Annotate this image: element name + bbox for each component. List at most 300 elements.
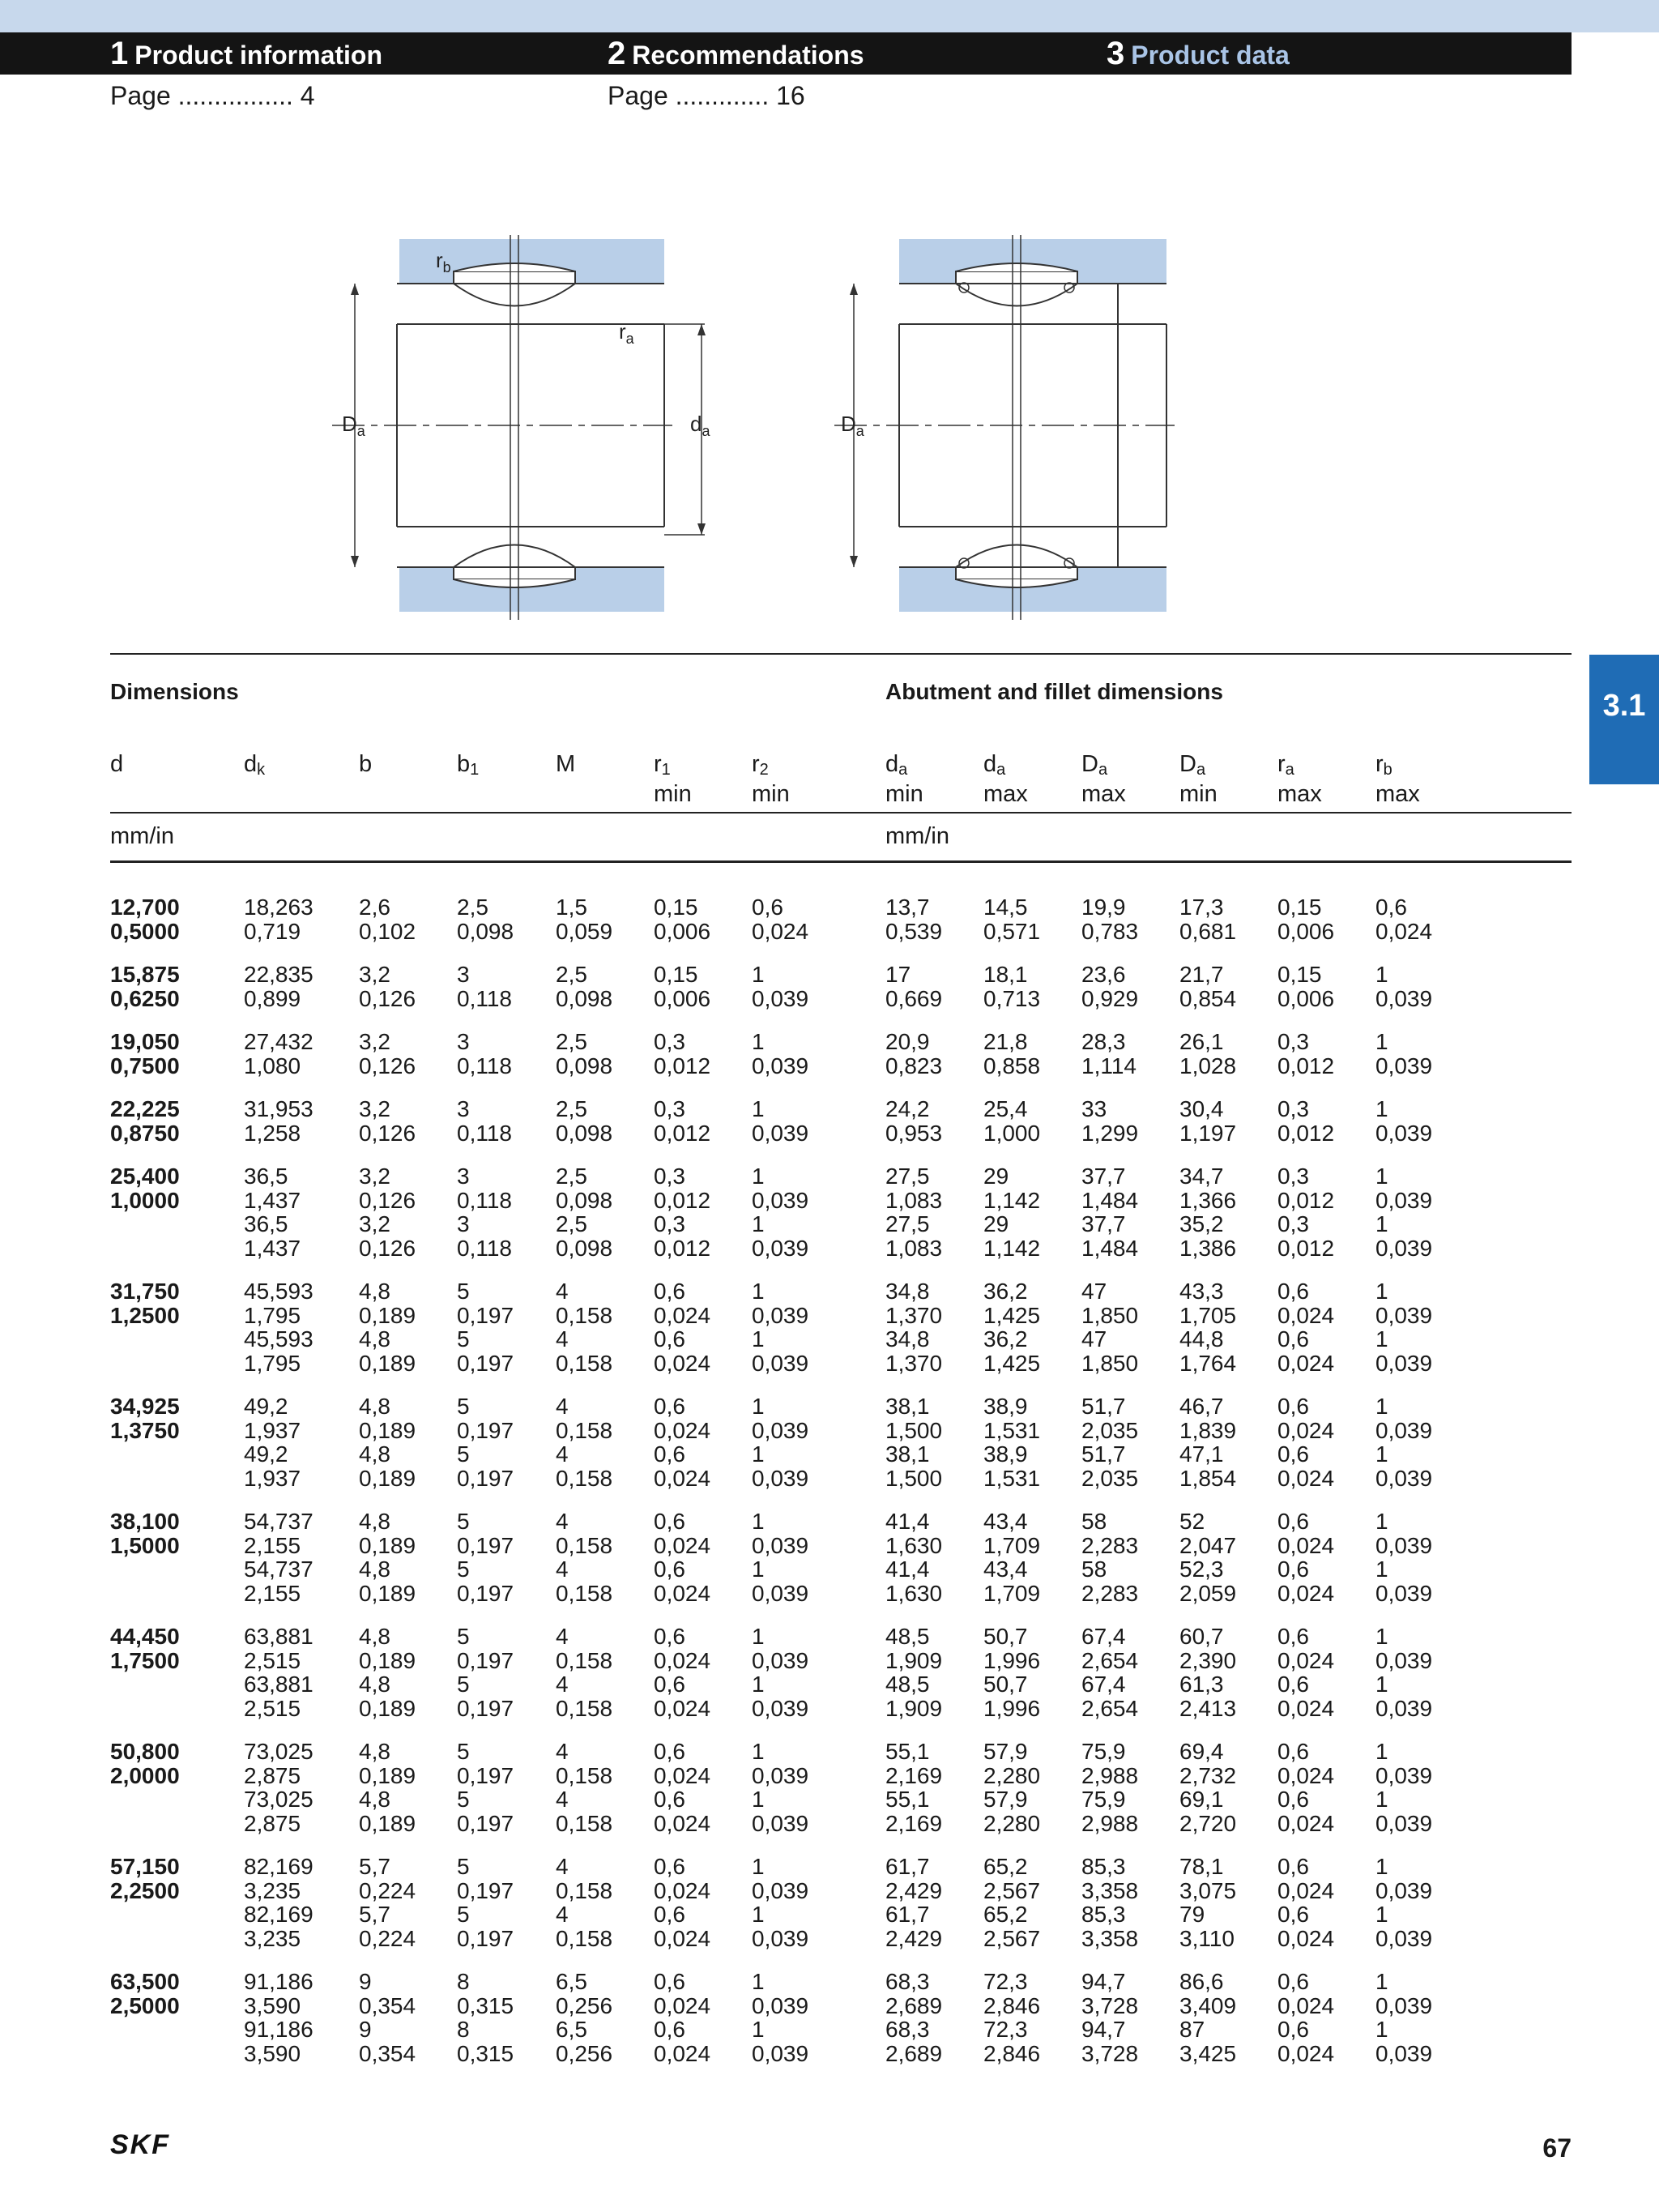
table-cell: 50,7	[983, 1624, 1028, 1649]
table-row	[0, 1557, 1659, 1582]
table-cell: 2,280	[983, 1810, 1041, 1836]
table-cell: 1,258	[244, 1120, 301, 1146]
table-cell: 0,024	[654, 1647, 711, 1673]
svg-text:SKF: SKF	[110, 2131, 170, 2159]
table-cell: 2,875	[244, 1762, 301, 1788]
table-cell: 1	[752, 1096, 765, 1121]
table-cell: 0,6	[654, 1739, 685, 1764]
table-cell: 2,280	[983, 1762, 1041, 1788]
table-cell: 0,354	[359, 2040, 416, 2066]
table-cell: 0,158	[556, 1580, 613, 1606]
table-cell: 48,5	[885, 1672, 930, 1697]
table-row-group	[0, 1279, 1659, 1375]
table-cell: 61,7	[885, 1902, 930, 1927]
table-cell: 1	[1375, 1902, 1388, 1927]
table-cell: 17,3	[1179, 895, 1224, 920]
table-cell: 52,3	[1179, 1557, 1224, 1582]
table-cell: 45,593	[244, 1326, 313, 1352]
table-cell: 57,9	[983, 1739, 1028, 1764]
table-row-group	[0, 1625, 1659, 1720]
table-cell: 4	[556, 1787, 569, 1812]
table-row	[0, 963, 1659, 987]
table-cell: 18,263	[244, 895, 313, 920]
table-row	[0, 1352, 1659, 1376]
bore-diameter-cell: 2,5000	[110, 1992, 180, 2018]
table-cell: 58	[1081, 1557, 1107, 1582]
table-cell: 85,3	[1081, 1854, 1126, 1879]
table-cell: 17	[885, 962, 911, 987]
table-cell: 1	[1375, 1096, 1388, 1121]
column-header-subscript: a	[1196, 761, 1206, 779]
column-header	[1179, 752, 1218, 806]
table-cell: 0,059	[556, 918, 613, 944]
column-header	[654, 752, 692, 806]
table-cell: 0,118	[457, 1235, 512, 1261]
table-row-group	[0, 1740, 1659, 1835]
table-cell: 0,024	[1277, 1350, 1335, 1376]
table-cell: 0,039	[752, 1992, 809, 2018]
table-cell: 0,158	[556, 1695, 613, 1721]
table-cell: 43,4	[983, 1557, 1028, 1582]
table-cell: 2,5	[556, 1096, 587, 1121]
table-cell: 2,515	[244, 1647, 301, 1673]
table-cell: 0,6	[654, 1279, 685, 1304]
page-ref-product-information[interactable]: Page ................ 4	[110, 81, 315, 110]
table-cell: 0,158	[556, 1532, 613, 1558]
unit-label-right: mm/in	[885, 823, 949, 849]
table-cell: 23,6	[1081, 962, 1126, 987]
table-cell: 3,358	[1081, 1877, 1139, 1903]
table-row	[0, 1970, 1659, 1994]
table-cell: 0,118	[457, 1120, 512, 1146]
table-cell: 1	[752, 1624, 765, 1649]
table-cell: 0,158	[556, 1417, 613, 1443]
table-cell: 0,6	[654, 1557, 685, 1582]
table-cell: 0,039	[1375, 1580, 1433, 1606]
column-header-symbol: b	[359, 751, 373, 777]
table-cell: 0,118	[457, 985, 512, 1011]
table-cell: 0,315	[457, 1992, 514, 2018]
table-cell: 2,5	[556, 1164, 587, 1189]
table-cell: 1,996	[983, 1647, 1041, 1673]
table-cell: 4	[556, 1509, 569, 1534]
table-cell: 2,059	[1179, 1580, 1237, 1606]
table-cell: 82,169	[244, 1854, 313, 1879]
table-row	[0, 1764, 1659, 1788]
table-cell: 0,039	[752, 1580, 809, 1606]
table-cell: 1,083	[885, 1187, 943, 1213]
table-cell: 3	[457, 1211, 470, 1236]
table-cell: 1	[752, 1441, 765, 1467]
table-cell: 2,875	[244, 1810, 301, 1836]
table-cell: 3	[457, 1164, 470, 1189]
column-header-symbol: D	[1081, 751, 1098, 777]
table-cell: 1,705	[1179, 1302, 1237, 1328]
table-cell: 1	[752, 1326, 765, 1352]
table-cell: 0,6	[1277, 1394, 1309, 1419]
table-cell: 0,126	[359, 1053, 416, 1078]
table-cell: 1	[1375, 1557, 1388, 1582]
table-cell: 1,083	[885, 1235, 943, 1261]
table-cell: 0,024	[654, 1350, 711, 1376]
table-cell: 3,110	[1179, 1925, 1235, 1951]
table-cell: 51,7	[1081, 1441, 1126, 1467]
table-cell: 4,8	[359, 1739, 390, 1764]
table-cell: 49,2	[244, 1441, 288, 1467]
table-cell: 4	[556, 1902, 569, 1927]
table-cell: 1,080	[244, 1053, 301, 1078]
table-cell: 5	[457, 1624, 470, 1649]
unit-label-left: mm/in	[110, 823, 174, 849]
table-cell: 0,6	[1375, 895, 1407, 920]
table-row-group	[0, 895, 1659, 943]
table-cell: 0,189	[359, 1695, 416, 1721]
table-cell: 0,719	[244, 918, 301, 944]
table-cell: 0,6	[1277, 2017, 1309, 2042]
table-cell: 3,235	[244, 1925, 301, 1951]
table-cell: 2,846	[983, 1992, 1041, 2018]
column-header	[1277, 752, 1322, 806]
column-header-qualifier: min	[1179, 781, 1218, 807]
table-cell: 34,7	[1179, 1164, 1224, 1189]
page-ref-recommendations[interactable]: Page ............. 16	[608, 81, 805, 110]
table-cell: 4	[556, 1279, 569, 1304]
table-cell: 0,039	[752, 985, 809, 1011]
table-cell: 20,9	[885, 1029, 930, 1054]
table-cell: 0,158	[556, 1925, 613, 1951]
table-cell: 4	[556, 1441, 569, 1467]
table-cell: 1	[1375, 1672, 1388, 1697]
table-cell: 75,9	[1081, 1739, 1126, 1764]
table-cell: 0,039	[1375, 1235, 1433, 1261]
table-cell: 0,6	[1277, 1509, 1309, 1534]
table-cell: 73,025	[244, 1739, 313, 1764]
table-cell: 0,6	[1277, 1672, 1309, 1697]
table-cell: 0,039	[752, 1120, 809, 1146]
table-cell: 1	[1375, 2017, 1388, 2042]
table-cell: 63,881	[244, 1672, 313, 1697]
table-cell: 1,370	[885, 1350, 943, 1376]
table-row-group	[0, 1394, 1659, 1490]
table-cell: 1	[1375, 1029, 1388, 1054]
column-header-symbol: d	[244, 751, 258, 777]
table-cell: 0,024	[752, 918, 809, 944]
chapter-nav-bar	[0, 32, 1572, 75]
table-cell: 2,988	[1081, 1810, 1139, 1836]
table-cell: 0,197	[457, 1877, 514, 1903]
table-cell: 0,189	[359, 1762, 416, 1788]
table-cell: 1,425	[983, 1302, 1041, 1328]
table-cell: 82,169	[244, 1902, 313, 1927]
nav-product-information[interactable]	[110, 32, 382, 75]
table-cell: 4,8	[359, 1557, 390, 1582]
column-header-subscript: 1	[661, 761, 671, 779]
table-row	[0, 1855, 1659, 1879]
table-cell: 0,024	[1277, 1580, 1335, 1606]
table-cell: 0,189	[359, 1465, 416, 1491]
table-cell: 0,197	[457, 1417, 514, 1443]
table-cell: 5	[457, 1326, 470, 1352]
table-cell: 1	[1375, 1441, 1388, 1467]
table-cell: 0,039	[752, 1187, 809, 1213]
header-rule	[110, 812, 1572, 813]
bore-diameter-cell: 22,225	[110, 1096, 180, 1121]
table-cell: 0,024	[1277, 1810, 1335, 1836]
table-cell: 1,531	[983, 1417, 1041, 1443]
table-cell: 0,6	[752, 895, 783, 920]
table-cell: 47,1	[1179, 1441, 1224, 1467]
table-cell: 0,189	[359, 1810, 416, 1836]
table-cell: 3,590	[244, 1992, 301, 2018]
column-header-subscript: 1	[470, 761, 480, 779]
table-cell: 0,126	[359, 985, 416, 1011]
table-cell: 0,224	[359, 1877, 416, 1903]
table-cell: 38,1	[885, 1394, 930, 1419]
table-row	[0, 1442, 1659, 1467]
table-cell: 0,012	[654, 1053, 711, 1078]
column-header-symbol: d	[885, 751, 899, 777]
table-cell: 2,732	[1179, 1762, 1237, 1788]
table-cell: 1,437	[244, 1235, 301, 1261]
table-cell: 0,197	[457, 1580, 514, 1606]
table-cell: 1	[752, 1279, 765, 1304]
column-header-symbol: d	[983, 751, 997, 777]
table-cell: 5	[457, 1787, 470, 1812]
table-cell: 0,354	[359, 1992, 416, 2018]
table-cell: 72,3	[983, 1969, 1028, 1994]
table-cell: 0,224	[359, 1925, 416, 1951]
table-row-group	[0, 1097, 1659, 1145]
table-cell: 94,7	[1081, 1969, 1126, 1994]
table-cell: 2,654	[1081, 1647, 1139, 1673]
column-header	[983, 752, 1028, 806]
table-cell: 3,728	[1081, 1992, 1139, 2018]
table-cell: 1,996	[983, 1695, 1041, 1721]
table-cell: 0,024	[1277, 2040, 1335, 2066]
table-cell: 0,6	[654, 1969, 685, 1994]
table-cell: 5,7	[359, 1902, 390, 1927]
table-cell: 0,3	[1277, 1096, 1309, 1121]
table-cell: 0,189	[359, 1647, 416, 1673]
table-cell: 9	[359, 1969, 372, 1994]
table-cell: 0,024	[654, 1580, 711, 1606]
table-cell: 43,3	[1179, 1279, 1224, 1304]
table-cell: 0,6	[1277, 1326, 1309, 1352]
table-cell: 5	[457, 1279, 470, 1304]
table-cell: 33	[1081, 1096, 1107, 1121]
table-cell: 2,5	[556, 962, 587, 987]
table-row	[0, 1304, 1659, 1328]
nav-label: Recommendations	[632, 41, 864, 70]
table-cell: 38,9	[983, 1441, 1028, 1467]
table-cell: 0,197	[457, 1350, 514, 1376]
table-row	[0, 1510, 1659, 1534]
table-cell: 2,283	[1081, 1532, 1139, 1558]
table-cell: 2,654	[1081, 1695, 1139, 1721]
table-cell: 0,158	[556, 1810, 613, 1836]
table-cell: 65,2	[983, 1902, 1028, 1927]
table-cell: 1,764	[1179, 1350, 1237, 1376]
table-cell: 0,6	[654, 1672, 685, 1697]
label-rb: $r_b$	[436, 248, 451, 275]
table-top-rule	[110, 653, 1572, 655]
table-cell: 0,899	[244, 985, 301, 1011]
table-cell: 0,197	[457, 1925, 514, 1951]
nav-label: Product information	[134, 41, 383, 70]
table-cell: 1,909	[885, 1695, 943, 1721]
table-cell: 0,012	[1277, 1187, 1335, 1213]
table-row	[0, 1279, 1659, 1304]
table-cell: 3,2	[359, 1164, 390, 1189]
table-row	[0, 1812, 1659, 1836]
table-cell: 4,8	[359, 1279, 390, 1304]
table-cell: 29	[983, 1211, 1009, 1236]
column-header	[752, 752, 790, 806]
table-cell: 43,4	[983, 1509, 1028, 1534]
table-cell: 0,012	[1277, 1053, 1335, 1078]
table-cell: 0,713	[983, 985, 1041, 1011]
table-cell: 1,366	[1179, 1187, 1237, 1213]
section-tab[interactable]: 3.1	[1589, 655, 1659, 784]
table-cell: 0,006	[1277, 985, 1335, 1011]
top-color-strip	[0, 0, 1659, 32]
column-header-subscript: 2	[759, 761, 769, 779]
table-cell: 0,783	[1081, 918, 1139, 944]
table-cell: 0,039	[1375, 1647, 1433, 1673]
table-cell: 24,2	[885, 1096, 930, 1121]
table-cell: 3	[457, 1096, 470, 1121]
table-cell: 41,4	[885, 1557, 930, 1582]
table-cell: 1,850	[1081, 1350, 1139, 1376]
bore-diameter-cell: 1,0000	[110, 1187, 180, 1213]
nav-number: 2	[608, 36, 626, 71]
table-cell: 0,039	[752, 1925, 809, 1951]
table-cell: 0,039	[1375, 1810, 1433, 1836]
table-cell: 1	[1375, 1969, 1388, 1994]
table-cell: 0,6	[1277, 1739, 1309, 1764]
table-cell: 37,7	[1081, 1164, 1126, 1189]
nav-product-data[interactable]	[1107, 32, 1290, 75]
nav-recommendations[interactable]	[608, 32, 864, 75]
table-cell: 4	[556, 1394, 569, 1419]
table-row	[0, 1327, 1659, 1352]
table-cell: 2,155	[244, 1532, 301, 1558]
table-cell: 1	[1375, 1279, 1388, 1304]
table-cell: 0,039	[752, 1877, 809, 1903]
table-cell: 1,484	[1081, 1187, 1139, 1213]
table-cell: 0,6	[654, 1326, 685, 1352]
column-header-symbol: d	[110, 751, 124, 777]
table-cell: 0,024	[1277, 1532, 1335, 1558]
table-cell: 61,7	[885, 1854, 930, 1879]
table-row	[0, 1097, 1659, 1121]
column-header-qualifier: min	[752, 781, 790, 807]
table-cell: 0,158	[556, 1877, 613, 1903]
table-cell: 2,720	[1179, 1810, 1237, 1836]
table-cell: 1,630	[885, 1532, 943, 1558]
table-cell: 0,126	[359, 1235, 416, 1261]
table-cell: 0,039	[1375, 1532, 1433, 1558]
table-cell: 0,024	[654, 1695, 711, 1721]
table-cell: 2,035	[1081, 1465, 1139, 1491]
bore-diameter-cell: 25,400	[110, 1164, 180, 1189]
nav-number: 3	[1107, 36, 1125, 71]
table-cell: 0,039	[1375, 985, 1433, 1011]
table-cell: 28,3	[1081, 1029, 1126, 1054]
table-cell: 0,189	[359, 1417, 416, 1443]
table-cell: 1,197	[1179, 1120, 1237, 1146]
abutment-heading: Abutment and fillet dimensions	[885, 679, 1223, 704]
abutment-diagram-right	[834, 235, 1207, 624]
table-cell: 13,7	[885, 895, 930, 920]
table-row	[0, 1994, 1659, 2018]
table-cell: 91,186	[244, 1969, 313, 1994]
table-cell: 0,6	[1277, 1969, 1309, 1994]
table-cell: 2,429	[885, 1925, 943, 1951]
table-row-group	[0, 1030, 1659, 1078]
table-cell: 0,189	[359, 1350, 416, 1376]
table-cell: 1	[752, 2017, 765, 2042]
table-cell: 85,3	[1081, 1902, 1126, 1927]
column-header-qualifier: max	[1081, 781, 1126, 807]
table-cell: 1,500	[885, 1465, 943, 1491]
table-cell: 1,909	[885, 1647, 943, 1673]
table-cell: 0,6	[1277, 1279, 1309, 1304]
table-cell: 2,988	[1081, 1762, 1139, 1788]
table-row	[0, 1394, 1659, 1419]
table-cell: 1,484	[1081, 1235, 1139, 1261]
table-cell: 0,039	[752, 1350, 809, 1376]
table-cell: 0,3	[654, 1211, 685, 1236]
table-row-group	[0, 1510, 1659, 1605]
table-cell: 36,5	[244, 1211, 288, 1236]
table-row	[0, 1030, 1659, 1054]
bore-diameter-cell: 63,500	[110, 1969, 180, 1994]
table-cell: 27,5	[885, 1211, 930, 1236]
column-header-symbol: r	[1375, 751, 1384, 777]
table-cell: 48,5	[885, 1624, 930, 1649]
table-row-group	[0, 963, 1659, 1010]
table-cell: 3	[457, 1029, 470, 1054]
table-cell: 4	[556, 1557, 569, 1582]
table-cell: 1,850	[1081, 1302, 1139, 1328]
column-header-symbol: D	[1179, 751, 1196, 777]
table-cell: 1	[752, 1164, 765, 1189]
table-cell: 2,6	[359, 895, 390, 920]
bore-diameter-cell: 1,7500	[110, 1647, 180, 1673]
table-cell: 0,823	[885, 1053, 943, 1078]
table-cell: 0,098	[556, 1120, 613, 1146]
table-cell: 0,039	[1375, 1877, 1433, 1903]
column-header	[556, 752, 575, 776]
column-header	[1081, 752, 1126, 806]
bore-diameter-cell: 15,875	[110, 962, 180, 987]
table-cell: 3,358	[1081, 1925, 1139, 1951]
table-cell: 2,5	[556, 1029, 587, 1054]
column-header-symbol: r	[752, 751, 760, 777]
table-cell: 4,8	[359, 1326, 390, 1352]
table-cell: 0,039	[1375, 1417, 1433, 1443]
table-cell: 1,937	[244, 1465, 301, 1491]
table-cell: 2,283	[1081, 1580, 1139, 1606]
column-header-qualifier: max	[1277, 781, 1322, 807]
bore-diameter-cell: 0,7500	[110, 1053, 180, 1078]
table-cell: 94,7	[1081, 2017, 1126, 2042]
column-header-symbol: r	[654, 751, 662, 777]
table-cell: 1,937	[244, 1417, 301, 1443]
table-row	[0, 1212, 1659, 1236]
table-cell: 2,390	[1179, 1647, 1237, 1673]
